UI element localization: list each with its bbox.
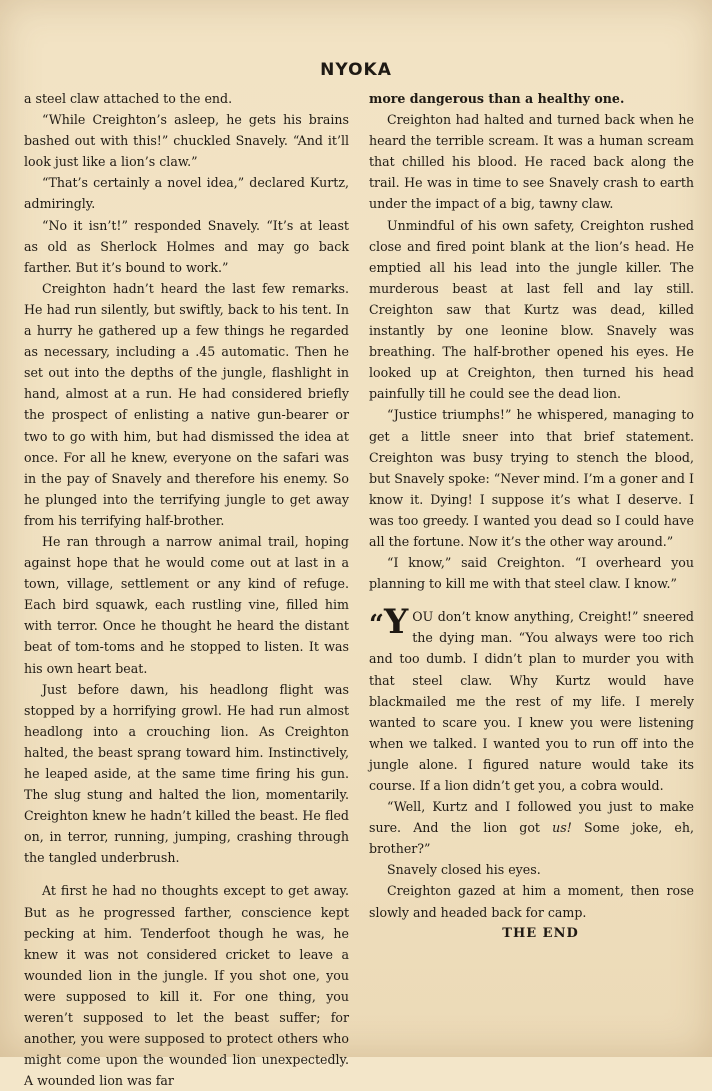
paragraph: “Justice triumphs!” he whispered, managing to get a little sneer into that brief statement. Creighton was busy trying to stench the blood, but Snavely spoke: “Never mind. I’m a goner and I know it. Dying! I suppose it’s what I deserve. I was too greedy. I wanted you dead so I could have all the fortune. Now it’s the other way around.” bbox=[369, 407, 694, 549]
paragraph: Unmindful of his own safety, Creighton rushed close and fired point blank at the lion’s head. He emptied all his lead into the jungle killer. The murderous beast at last fell and lay still. Creighton saw that Kurtz was dead, killed instantly by one leonine blow. Snavely was breathing. The half-brother opened his eyes. He looked up at Creighton, then turned his head painfully till he could see the dead lion. bbox=[369, 217, 694, 402]
paragraph: At first he had no thoughts except to get away. But as he progressed farther, conscience kept pecking at him. Tenderfoot though he was, he knew it was not considered cricket to leave a wounded lion in the jungle. If you shot one, you were supposed to kill it. For one thing, you weren’t supposed to let the beast suffer; for another, you were supposed to protect others who might come upon the wounded lion unexpectedly. A wounded lion was far bbox=[24, 883, 349, 1089]
the-end-label: THE END bbox=[502, 925, 579, 941]
paragraph: Creighton had halted and turned back when he heard the terrible scream. It was a human scream that chilled his blood. He raced back along the trail. He was in time to see Snavely crash to earth under the impact of a big, tawny claw. bbox=[369, 112, 694, 212]
right-column bbox=[369, 88, 694, 1027]
left-column bbox=[24, 88, 349, 1089]
paragraph: Creighton hadn’t heard the last few remarks. He had run silently, but swiftly, back to his tent. In a hurry he gathered up a few things he regarded as necessary, including a .45 automatic. Then he set out into the depths of the jungle, flashlight in hand, almost at a run. He had considered briefly the prospect of enlisting a native gun-bearer or two to go with him, but had dismissed the idea at once. For all he knew, everyone on the safari was in the pay of Snavely and therefore his enemy. So he plunged into the terrifying jungle to get away from his terrifying half-brother. bbox=[24, 280, 349, 528]
paragraph: Just before dawn, his headlong flight was stopped by a horrifying growl. He had run almost headlong into a crouching lion. As Creighton halted, the beast sprang toward him. Instinctively, he leaped aside, at the same time firing his gun. The slug stung and halted the lion, momentarily. Creighton knew he hadn’t killed the beast. He fled on, in terror, running, jumping, crashing through the tangled underbrush. bbox=[24, 681, 349, 866]
paragraph: Snavely closed his eyes. bbox=[387, 862, 541, 878]
paragraph: He ran through a narrow animal trail, hoping against hope that he would come out at last in a town, village, settlement or any kind of refuge. Each bird squawk, each rustling vine, filled him with terror. Once he thought he heard the distant beat of tom-toms and he stopped to listen. It was his own heart beat. bbox=[24, 533, 349, 676]
paragraph: “Well, Kurtz and I followed you just to make sure. And the lion got us! Some joke, eh, brother?” bbox=[369, 799, 694, 857]
drop-cap: “Y bbox=[369, 602, 409, 643]
paragraph: “That’s certainly a novel idea,” declared Kurtz, admiringly. bbox=[24, 175, 349, 212]
paragraph: “I know,” said Creighton. “I overheard you planning to kill me with that steel claw. I know.” bbox=[369, 555, 694, 592]
paragraph: a steel claw attached to the end. bbox=[24, 91, 233, 106]
paragraph: more dangerous than a healthy one. bbox=[369, 91, 625, 106]
paragraph: Creighton gazed at him a moment, then rose slowly and headed back for camp. bbox=[369, 883, 694, 920]
paragraph: “While Creighton’s asleep, he gets his brains bashed out with this!” chuckled Snavely. “And it’ll look just like a lion’s claw.” bbox=[24, 112, 349, 170]
story-columns bbox=[24, 88, 694, 1089]
drop-cap-paragraph: “Y OU don’t know anything, Creight!” sneered the dying man. “You always were too rich and too dumb. I didn’t plan to murder you with that steel claw. Why Kurtz would have blackmailed me the rest of my life. I merely wanted to scare you. I knew you were listening when we talked. I wanted you to run off into the jungle alone. I figured nature would take its course. If a lion didn’t get you, a cobra would. bbox=[369, 602, 694, 793]
page-title: NYOKA bbox=[320, 60, 392, 80]
paragraph: “No it isn’t!” responded Snavely. “It’s at least as old as Sherlock Holmes and may go back farther. But it’s bound to work.” bbox=[24, 217, 349, 275]
